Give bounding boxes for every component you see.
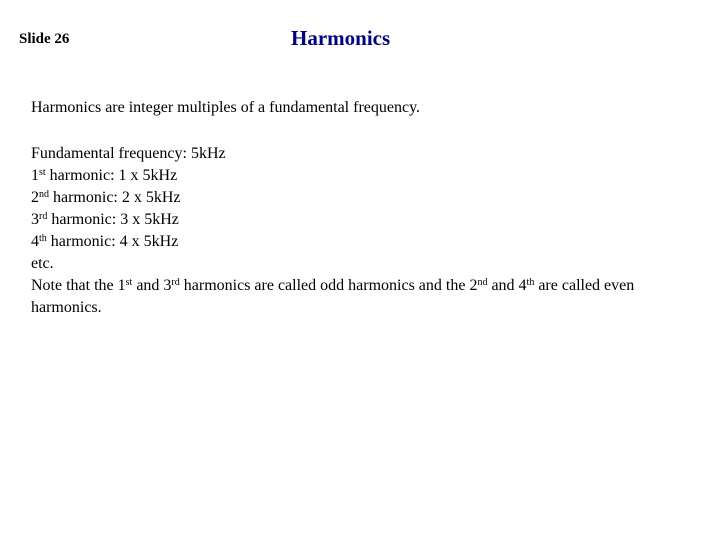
harmonic-text: harmonic: 1 x 5kHz: [45, 167, 178, 184]
note-paragraph: [31, 275, 691, 319]
ordinal-suffix: nd: [39, 189, 49, 200]
etc-line: etc.: [31, 255, 54, 272]
note-part: Note that the 1: [31, 277, 126, 294]
slide-title: Harmonics: [291, 26, 391, 50]
harmonic-number: 2: [31, 189, 39, 206]
ordinal-suffix: th: [526, 277, 535, 288]
harmonic-line-3: [31, 209, 691, 231]
ordinal-suffix: rd: [39, 211, 48, 222]
note-part: and 3: [132, 277, 172, 294]
harmonics-list: [31, 143, 691, 319]
note-part: harmonics are called odd harmonics and the 2: [179, 277, 478, 294]
note-part: are called even harmonics.: [31, 277, 635, 316]
harmonic-number: 1: [31, 167, 39, 184]
ordinal-suffix: st: [125, 277, 133, 288]
ordinal-suffix: rd: [171, 277, 180, 288]
harmonic-text: harmonic: 3 x 5kHz: [47, 211, 179, 228]
note-part: and 4: [487, 277, 527, 294]
harmonic-number: 4: [31, 233, 39, 250]
ordinal-suffix: nd: [477, 277, 488, 288]
harmonic-line-4: [31, 231, 691, 253]
harmonic-line-1: [31, 165, 691, 187]
harmonic-number: 3: [31, 211, 39, 228]
intro-text: Harmonics are integer multiples of a fundamental frequency.: [31, 99, 421, 116]
ordinal-suffix: th: [39, 233, 47, 244]
ordinal-suffix: st: [39, 167, 46, 178]
fundamental-frequency-line: Fundamental frequency: 5kHz: [31, 145, 226, 162]
slide-number: Slide 26: [19, 31, 70, 47]
harmonic-line-2: [31, 187, 691, 209]
harmonic-text: harmonic: 4 x 5kHz: [46, 233, 179, 250]
harmonic-text: harmonic: 2 x 5kHz: [49, 189, 181, 206]
